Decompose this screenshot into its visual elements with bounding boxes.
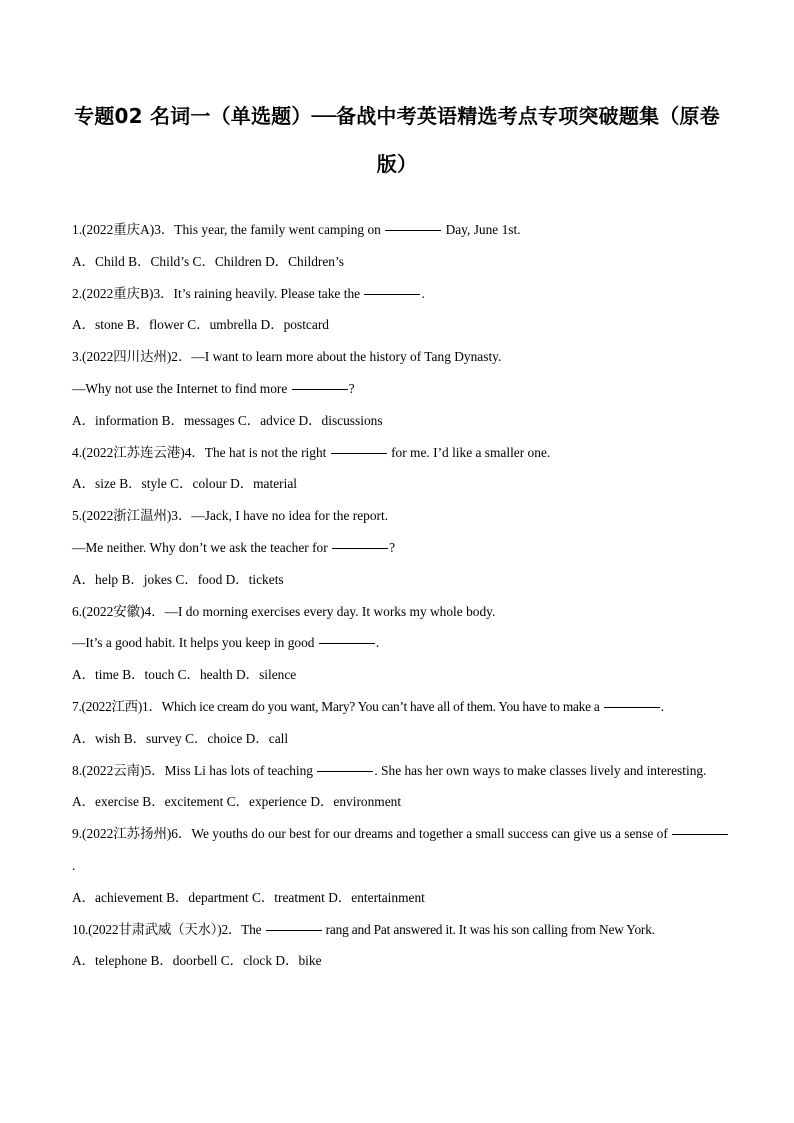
question-options: A．Child B．Child’s C．Children D．Children’s	[72, 253, 344, 269]
question-options: A．stone B．flower C．umbrella D．postcard	[72, 317, 329, 333]
question-9	[72, 818, 732, 913]
question-10	[72, 914, 732, 978]
question-stem: 8.(2022云南)5．Miss Li has lots of teaching . She has her own ways to make classes lively and interesting.	[72, 762, 707, 778]
question-options: A．wish B．survey C．choice D．call	[72, 730, 289, 746]
answer-blank	[292, 388, 348, 390]
question-dialogue-line: 3.(2022四川达州)2．—I want to learn more about the history of Tang Dynasty.	[72, 349, 502, 365]
answer-blank	[672, 833, 728, 835]
question-options: A．time B．touch C．health D．silence	[72, 667, 297, 683]
question-stem: 9.(2022江苏扬州)6．We youths do our best for our dreams and together a small success can give us a sense of .	[72, 818, 732, 882]
question-options: A．help B．jokes C．food D．tickets	[72, 571, 284, 587]
question-options: A．telephone B．doorbell C．clock D．bike	[72, 953, 322, 969]
answer-blank	[331, 452, 387, 454]
question-2	[72, 278, 732, 342]
answer-blank	[364, 293, 420, 295]
question-4	[72, 437, 732, 501]
answer-blank	[332, 547, 388, 549]
question-stem: —Me neither. Why don’t we ask the teacher for ?	[72, 539, 396, 555]
question-8	[72, 755, 732, 819]
answer-blank	[266, 929, 322, 931]
answer-blank	[317, 770, 373, 772]
question-1	[72, 214, 732, 278]
question-5	[72, 500, 732, 595]
question-stem: 10.(2022甘肃武威（天水）)2．The rang and Pat answered it. It was his son calling from New York.	[72, 921, 655, 937]
question-dialogue-line: 5.(2022浙江温州)3．—Jack, I have no idea for the report.	[72, 508, 389, 524]
question-3	[72, 341, 732, 436]
question-7	[72, 691, 732, 755]
answer-blank	[385, 229, 441, 231]
page-title: 专题02 名词一（单选题）──备战中考英语精选考点专项突破题集（原卷版）	[74, 104, 720, 176]
question-stem: 1.(2022重庆A)3．This year, the family went camping on Day, June 1st.	[72, 222, 521, 237]
question-stem: 7.(2022江西)1．Which ice cream do you want, Mary? You can’t have all of them. You have to make a .	[72, 698, 664, 714]
question-options: A．exercise B．excitement C．experience D．environment	[72, 794, 402, 810]
answer-blank	[604, 706, 660, 708]
question-stem: —Why not use the Internet to find more ?	[72, 380, 355, 396]
question-options: A．information B．messages C．advice D．discussions	[72, 412, 383, 428]
question-list	[72, 214, 732, 977]
question-options: A．achievement B．department C．treatment D．entertainment	[72, 889, 425, 905]
question-stem: 2.(2022重庆B)3．It’s raining heavily. Please take the .	[72, 285, 425, 301]
question-options: A．size B．style C．colour D．material	[72, 476, 297, 492]
question-stem: 4.(2022江苏连云港)4．The hat is not the right for me. I’d like a smaller one.	[72, 444, 551, 460]
answer-blank	[319, 642, 375, 644]
question-stem: —It’s a good habit. It helps you keep in good .	[72, 635, 380, 651]
question-6	[72, 596, 732, 691]
question-dialogue-line: 6.(2022安徽)4．—I do morning exercises every day. It works my whole body.	[72, 603, 496, 619]
